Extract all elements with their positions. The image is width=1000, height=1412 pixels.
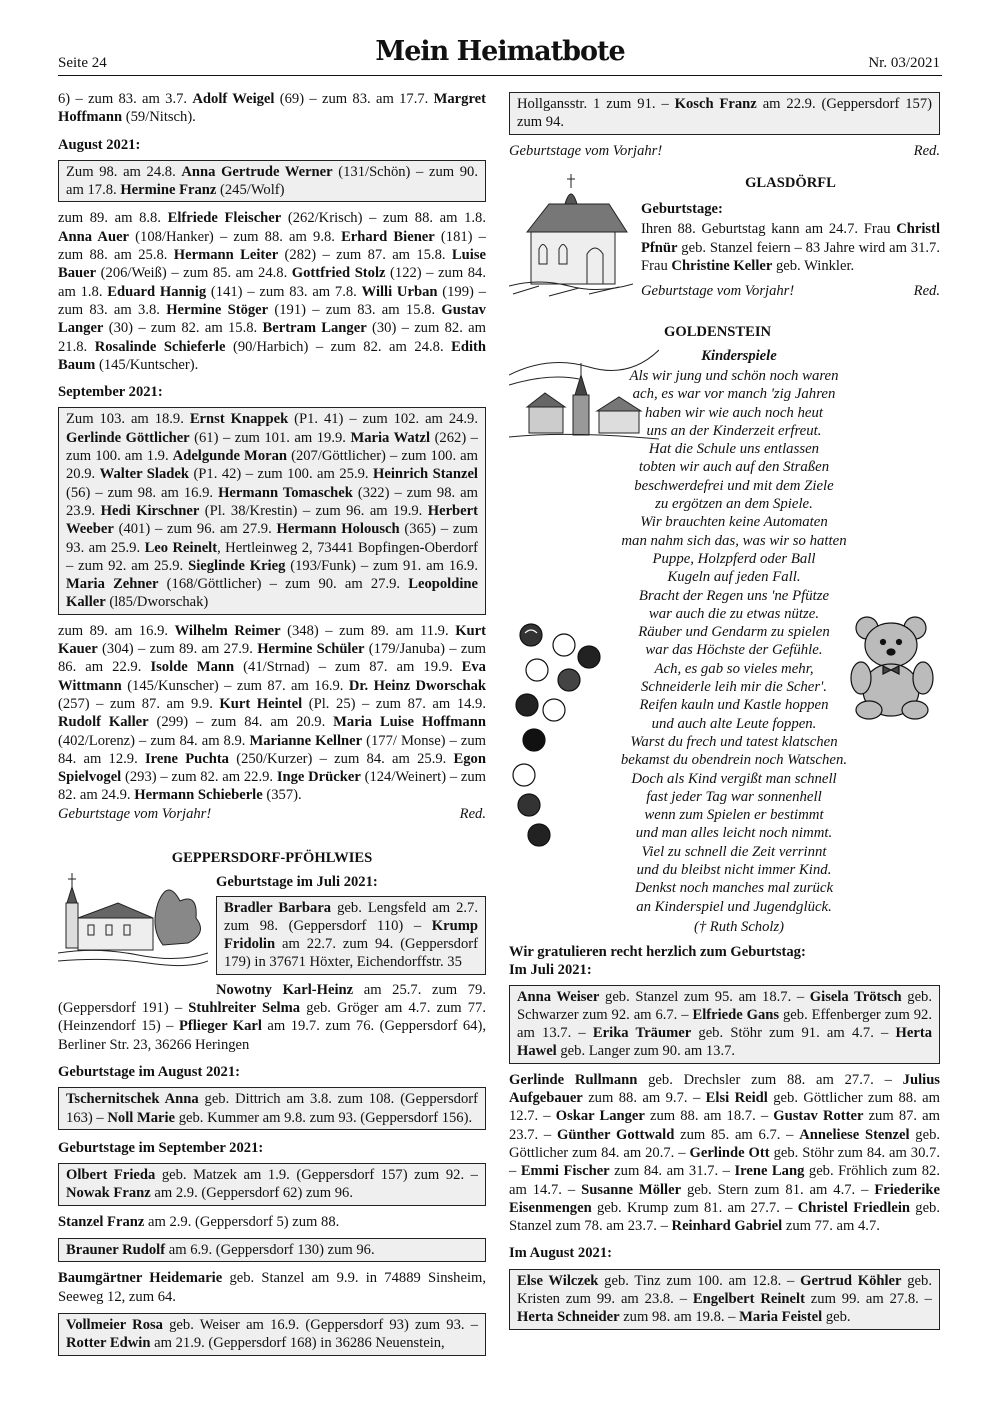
text-run: geb. Stöhr zum 91. am 4.7. – — [691, 1025, 896, 1042]
text-run: zum 84. am 31.7. – — [609, 1163, 735, 1180]
text-run: zum 89. am 16.9. — [58, 622, 175, 639]
text-run: (348) – zum 89. am 11.9. — [280, 622, 456, 639]
name-bold: Gustav Langer — [58, 301, 486, 337]
august-heading-right: Im August 2021: — [509, 1245, 612, 1262]
name-bold: Herbert Weeber — [66, 502, 478, 538]
name-bold: Maria Luise Hoffmann — [333, 714, 486, 731]
text-run: geb. Fröhlich zum 82. am 14.7. – — [509, 1163, 941, 1198]
september-heading: September 2021: — [58, 384, 163, 401]
text-run: (199) – zum 83. am 3.8. — [58, 283, 486, 318]
poem-line: man nahm sich das, was wir so hatten — [621, 532, 847, 549]
text-run: zum 88. am 18.7. – — [644, 1108, 774, 1125]
text-run: (61) – zum 101. am 19.9. — [189, 429, 351, 446]
text-run: (131/Schön) – zum 90. am 17.8. — [66, 163, 478, 199]
name-bold: Hedi Kirschner — [100, 502, 200, 519]
name-bold: Herta Schneider — [517, 1309, 620, 1326]
text-run: (282) – zum 87. am 15.8. — [278, 247, 452, 264]
name-bold: Leo Reinelt — [144, 539, 218, 556]
geppersdorf-july-box — [216, 896, 486, 975]
name-bold: Brauner Rudolf — [66, 1242, 166, 1259]
name-bold: Sieglinde Krieg — [188, 557, 286, 574]
marbles-icon — [509, 615, 604, 855]
name-bold: Gerlinde Ott — [689, 1144, 770, 1161]
geppersdorf-august-heading: Geburtstage im August 2021: — [58, 1063, 241, 1080]
text-run: (122) – zum 84. am 1.8. — [58, 265, 486, 300]
name-bold: Gottfried Stolz — [291, 265, 386, 282]
footer-note-red: Red. — [913, 283, 940, 300]
name-bold: Erika Träumer — [592, 1025, 692, 1042]
name-bold: Nowotny Karl-Heinz — [216, 981, 354, 998]
name-bold: Stuhlreiter Selma — [188, 1000, 301, 1017]
geppersdorf-july-heading: Geburtstage im Juli 2021: — [216, 874, 378, 891]
name-bold: Edith Baum — [58, 338, 486, 373]
text-run: (304) – zum 89. am 27.9. — [97, 641, 258, 658]
poem-line: tobten wir auch auf den Straßen — [638, 459, 830, 476]
name-bold: Hermine Schüler — [257, 641, 365, 658]
header-rule — [58, 75, 942, 76]
poem-line: Puppe, Holzpferd oder Ball — [652, 550, 816, 567]
right-footer-note — [509, 142, 940, 160]
name-bold: Gerlinde Rullmann — [509, 1071, 638, 1088]
text-run: geb. Göttlicher zum 88. am 12.7. – — [509, 1090, 940, 1125]
name-bold: Engelbert Reinelt — [692, 1291, 805, 1308]
text-run: geb. Winkler. — [772, 258, 855, 275]
name-bold: Anna Weiser — [517, 988, 600, 1005]
baumgaertner-entry — [58, 1269, 486, 1306]
text-run: geb. Kristen zum 99. am 23.8. – — [517, 1272, 932, 1308]
text-run: (l85/Dworschak) — [105, 594, 209, 611]
text-run: (245/Wolf) — [216, 182, 285, 199]
name-bold: Günther Gottwald — [556, 1126, 675, 1143]
name-bold: Nowak Franz — [66, 1185, 151, 1202]
name-bold: Anneliese Stenzel — [799, 1126, 910, 1143]
text-run: (193/Funk) – zum 91. am 16.9. — [285, 557, 479, 574]
poem-line: war auch die zu etwas nütze. — [648, 605, 820, 622]
name-bold: Noll Marie — [107, 1109, 176, 1126]
text-run: am 25.7. zum 79. (Geppersdorf 191) – — [58, 981, 486, 1017]
text-run: geb. Weiser am 16.9. (Geppersdorf 93) zum 93. – — [162, 1316, 478, 1333]
text-run: (191) – zum 83. am 15.8. — [268, 301, 442, 318]
text-run: (108/Hanker) – zum 88. am 9.8. — [129, 228, 342, 245]
glasdoerfl-heading: Geburtstage: — [641, 201, 723, 218]
august-highlight-box-right — [509, 1269, 940, 1330]
name-bold: Isolde Mann — [150, 659, 235, 676]
name-bold: Bradler Barbara — [224, 899, 332, 916]
text-run: Zum 98. am 24.8. — [66, 163, 182, 180]
text-run: (30) – zum 82. am 15.8. — [103, 320, 263, 337]
name-bold: Kosch Franz — [674, 96, 757, 112]
text-run: zum 87. am 23.7. – — [509, 1108, 940, 1143]
text-run: (365) – zum 93. am 25.9. — [66, 521, 478, 556]
name-bold: Christel Friedlein — [797, 1199, 910, 1216]
text-run: (Pl. 25) – zum 87. am 14.9. — [302, 695, 487, 712]
text-run: zum 89. am 8.8. — [58, 210, 168, 227]
text-run: (124/Weinert) – zum 82. am 24.9. — [58, 769, 486, 804]
text-run: geb. — [822, 1309, 851, 1326]
text-run: (69) – zum 83. am 17.7. — [274, 91, 434, 107]
poem-line: und du bleibst nicht immer Kind. — [636, 861, 832, 878]
name-bold: Leopoldine Kaller — [66, 576, 478, 611]
name-bold: Maria Zehner — [66, 576, 159, 593]
text-run: , Hertleinweg 2, 73441 Bopfingen-Oberdorf – zum 92. am 25.9. — [66, 539, 478, 574]
name-bold: Heinrich Stanzel — [373, 466, 478, 483]
text-run: geb. Drechsler zum 88. am 27.7. – — [637, 1071, 903, 1088]
name-bold: Bertram Langer — [262, 320, 367, 337]
teddy-bear-icon — [845, 610, 940, 720]
geppersdorf-section-title: GEPPERSDORF-PFÖHLWIES — [171, 849, 373, 866]
text-run: (P1. 42) – zum 100. am 25.9. — [188, 466, 373, 483]
poem-line: haben wir wie auch noch heut — [645, 404, 823, 421]
text-run: (168/Göttlicher) – zum 90. am 27.9. — [158, 576, 409, 593]
name-bold: Stanzel Franz — [58, 1213, 145, 1230]
name-bold: Elfriede Gans — [692, 1006, 780, 1023]
text-run: (30) – zum 82. am 21.8. — [58, 320, 486, 355]
text-run: (90/Harbich) – zum 82. am 24.8. — [225, 338, 452, 355]
name-bold: Pflieger Karl — [178, 1018, 262, 1035]
name-bold: Gisela Trötsch — [809, 988, 902, 1005]
poem-line: Hat die Schule uns entlassen — [648, 441, 820, 458]
text-run: (207/Göttlicher) – zum 100. am 20.9. — [66, 448, 478, 483]
poem-line: Als wir jung und schön noch waren — [629, 367, 839, 384]
text-run: geb. Langer zum 90. am 13.7. — [556, 1043, 736, 1060]
text-run: (401) – zum 96. am 27.9. — [113, 521, 277, 538]
geppersdorf-july-block — [58, 873, 486, 980]
september-highlight-box — [58, 407, 486, 614]
footer-note-text: Geburtstage vom Vorjahr! — [58, 805, 212, 822]
text-run: am 22.9. (Geppersdorf 157) zum 94. — [517, 96, 932, 131]
text-run: (41/Strnad) – zum 87. am 19.9. — [234, 659, 462, 676]
name-bold: Adolf Weigel — [192, 91, 275, 107]
poem-line: uns an der Kinderzeit erfreut. — [646, 422, 822, 439]
name-bold: Gertrud Köhler — [800, 1272, 902, 1289]
poem-line: an Kinderspiel und Jugendglück. — [636, 898, 832, 915]
text-run: (177/ Monse) – zum 84. am 12.9. — [58, 732, 486, 767]
stanzel-entry — [58, 1213, 486, 1231]
poem-line: und auch alte Leute foppen. — [651, 715, 817, 732]
geppersdorf-september-box — [58, 1163, 486, 1206]
name-bold: Egon Spielvogel — [58, 750, 486, 786]
text-run: am 2.9. (Geppersdorf 62) zum 96. — [150, 1185, 353, 1202]
poem-line: Reifen kauln und Kastle hoppen — [639, 697, 829, 714]
footer-note-red: Red. — [913, 142, 940, 159]
text-run: (56) – zum 98. am 16.9. — [66, 484, 219, 501]
text-run: Hollgansstr. 1 zum 91. – — [517, 96, 675, 112]
text-run: geb. Gröger am 4.7. zum 77. (Heinzendorf 15) – — [58, 1000, 487, 1035]
poem-line: ach, es war vor manch 'zig Jahren — [632, 386, 836, 403]
text-run: geb. Schwarzer zum 92. am 6.7. – — [517, 988, 932, 1023]
poem-line: bekamst du obendrein noch Watschen. — [620, 752, 848, 769]
name-bold: Inge Drücker — [276, 769, 361, 786]
name-bold: Gerlinde Göttlicher — [66, 429, 190, 446]
name-bold: Hermann Holousch — [276, 521, 400, 538]
geppersdorf-july-list — [58, 981, 486, 1054]
right-column — [509, 90, 940, 1337]
vollmeier-box — [58, 1313, 486, 1356]
poem-author: († Ruth Scholz) — [694, 918, 784, 935]
poem-line: Denkst noch manches mal zurück — [634, 880, 834, 897]
poem-line: fast jeder Tag war sonnenhell — [646, 788, 822, 805]
text-run: (59/Nitsch). — [122, 109, 196, 126]
issue-number: Nr. 03/2021 — [868, 55, 940, 71]
footer-note-red: Red. — [459, 805, 486, 822]
text-run: (P1. 41) – zum 102. am 24.9. — [288, 411, 479, 428]
glasdoerfl-text — [641, 220, 940, 275]
text-run: 6) – zum 83. am 3.7. — [58, 91, 193, 107]
footer-note-text: Geburtstage vom Vorjahr! — [641, 283, 795, 300]
text-run: geb. Stanzel am 9.9. in 74889 Sinsheim, Seeweg 12, zum 64. — [58, 1270, 486, 1305]
text-run: (206/Weiß) – zum 85. am 24.8. — [96, 265, 292, 282]
text-run: (262) – zum 100. am 1.9. — [66, 429, 478, 465]
name-bold: Baumgärtner Heidemarie — [58, 1270, 223, 1287]
name-bold: Hermann Leiter — [173, 247, 279, 264]
name-bold: Wilhelm Reimer — [174, 622, 281, 639]
text-run: am 2.9. (Geppersdorf 5) zum 88. — [144, 1213, 340, 1230]
text-run: zum 77. am 4.7. — [782, 1218, 880, 1235]
name-bold: Dr. Heinz Dworschak — [348, 677, 486, 694]
text-run: geb. Stern zum 81. am 4.7. – — [681, 1181, 875, 1198]
name-bold: Rotter Edwin — [66, 1335, 151, 1352]
name-bold: Anna Auer — [58, 228, 130, 245]
text-run: geb. Göttlicher zum 84. am 20.7. – — [509, 1126, 941, 1161]
glasdoerfl-title: GLASDÖRFL — [745, 174, 836, 191]
poem-line: Kugeln auf jeden Fall. — [667, 569, 801, 586]
text-run: geb. Stöhr zum 84. am 30.7. – — [509, 1144, 940, 1180]
left-column — [58, 90, 486, 1363]
name-bold: Gustav Rotter — [773, 1108, 864, 1125]
text-run: am 22.7. zum 94. (Geppersdorf 179) in 37671 Höxter, Eichendorffstr. 35 — [224, 936, 478, 971]
right-top-box — [509, 92, 940, 135]
chapel-icon — [509, 174, 633, 307]
text-run: (141) – zum 83. am 7.8. — [206, 283, 362, 300]
text-run: (145/Kuntscher). — [95, 356, 199, 373]
name-bold: Susanne Möller — [581, 1181, 682, 1198]
text-run: geb. Krump zum 81. am 27.7. – — [591, 1199, 798, 1216]
name-bold: Kurt Kauer — [58, 622, 486, 658]
name-bold: Irene Puchta — [144, 750, 229, 767]
text-run: geb. Effenberger zum 92. am 13.7. – — [517, 1006, 932, 1042]
poem-line: beschwerdefrei und mit dem Ziele — [634, 477, 834, 494]
text-run: geb. Stanzel feiern – 83 Jahre wird am 31.7. Frau — [641, 239, 940, 275]
text-run: zum 88. am 9.7. – — [582, 1090, 706, 1107]
name-bold: Margret Hoffmann — [58, 91, 486, 126]
name-bold: Tschernitschek Anna — [66, 1091, 199, 1108]
geppersdorf-august-box — [58, 1087, 486, 1130]
text-run: geb. Dittrich am 3.8. zum 108. (Geppersdorf 163) – — [66, 1091, 478, 1126]
text-run: geb. Stanzel zum 78. am 23.7. – — [509, 1199, 941, 1235]
text-run: (257) – zum 87. am 9.9. — [58, 695, 220, 712]
text-run: geb. Matzek am 1.9. (Geppersdorf 157) zum 92. – — [155, 1167, 478, 1184]
name-bold: Walter Sladek — [99, 466, 189, 483]
text-run: (322) – zum 98. am 23.9. — [66, 484, 479, 519]
poem-line: und man alles leicht noch nimmt. — [635, 825, 833, 842]
text-run: Zum 103. am 18.9. — [66, 411, 190, 428]
name-bold: Maria Feistel — [739, 1309, 823, 1326]
name-bold: Maria Watzl — [350, 429, 431, 446]
name-bold: Hermann Tomaschek — [218, 484, 353, 501]
name-bold: Irene Lang — [734, 1163, 805, 1180]
poem-line: Warst du frech und tatest klatschen — [630, 733, 838, 750]
text-run: (145/Kunscher) – zum 87. am 16.9. — [121, 677, 349, 694]
text-run: (Pl. 38/Krestin) – zum 96. am 19.9. — [199, 502, 428, 519]
poem-line: wenn zum Spielen er bestimmt — [644, 807, 824, 824]
name-bold: Ernst Knappek — [189, 411, 289, 428]
text-run: zum 99. am 27.8. – — [804, 1291, 932, 1308]
text-run: am 21.9. (Geppersdorf 168) in 36286 Neuenstein, — [150, 1335, 445, 1352]
name-bold: Elsi Reidl — [705, 1090, 768, 1107]
text-run: (181) – zum 88. am 25.8. — [58, 228, 486, 264]
name-bold: Olbert Frieda — [66, 1167, 156, 1184]
poem-line: Wir brauchten keine Automaten — [640, 514, 828, 531]
poem-line: war das Höchste der Gefühle. — [645, 642, 823, 659]
name-bold: Adelgunde Moran — [172, 448, 288, 465]
name-bold: Vollmeier Rosa — [66, 1316, 163, 1333]
name-bold: Krump Fridolin — [224, 917, 478, 953]
poem-line: Bracht der Regen uns 'ne Pfütze — [638, 587, 830, 604]
text-run: (299) – zum 84. am 20.9. — [148, 714, 334, 731]
name-bold: Erhard Biener — [341, 228, 435, 245]
name-bold: Hermine Stöger — [166, 301, 269, 318]
name-bold: Emmi Fischer — [520, 1163, 610, 1180]
footer-note-text: Geburtstage vom Vorjahr! — [509, 142, 663, 159]
poem-line: Ach, es gab so vieles mehr, — [654, 660, 814, 677]
poem-title: Kinderspiele — [701, 347, 777, 364]
name-bold: Reinhard Gabriel — [671, 1218, 783, 1235]
text-run: am 6.9. (Geppersdorf 130) zum 96. — [165, 1242, 375, 1259]
goldenstein-title: GOLDENSTEIN — [664, 323, 772, 340]
brauner-box — [58, 1238, 486, 1262]
village-church-icon — [58, 873, 208, 980]
text-run: geb. Lengsfeld am 2.7. zum 98. (Geppersdorf 110) – — [224, 899, 478, 934]
july-list — [509, 1071, 940, 1236]
text-run: (250/Kurzer) – zum 84. am 25.9. — [228, 750, 454, 767]
glasdoerfl-footer-note — [641, 282, 940, 300]
text-run: (357). — [262, 787, 302, 804]
text-run: (402/Lorenz) – zum 84. am 8.9. — [58, 732, 250, 749]
text-run: am 19.7. zum 76. (Geppersdorf 64), Berliner Str. 23, 36266 Heringen — [58, 1018, 486, 1053]
name-bold: Oskar Langer — [555, 1108, 645, 1125]
left-footer-note — [58, 805, 486, 823]
text-run: geb. Tinz zum 100. am 12.8. – — [598, 1272, 801, 1289]
name-bold: Friederike Eisenmengen — [509, 1181, 940, 1216]
text-run: geb. Kummer am 9.8. zum 93. (Geppersdorf 156). — [175, 1109, 473, 1126]
name-bold: Luise Bauer — [58, 247, 486, 282]
name-bold: Rudolf Kaller — [58, 714, 149, 731]
name-bold: Rosalinde Schieferle — [94, 338, 226, 355]
congrats-heading: Wir gratulieren recht herzlich zum Geburtstag: — [509, 943, 806, 960]
september-list — [58, 622, 486, 805]
july-highlight-box — [509, 985, 940, 1064]
name-bold: Julius Aufgebauer — [509, 1071, 940, 1107]
text-run: (262/Krisch) – zum 88. am 1.8. — [281, 210, 486, 227]
august-heading: August 2021: — [58, 136, 141, 153]
name-bold: Else Wilczek — [517, 1272, 599, 1289]
name-bold: Anna Gertrude Werner — [181, 163, 333, 180]
name-bold: Christine Keller — [671, 258, 773, 275]
name-bold: Marianne Kellner — [249, 732, 363, 749]
name-bold: Eva Wittmann — [58, 659, 486, 694]
poem-line: Doch als Kind vergißt man schnell — [631, 770, 837, 787]
name-bold: Hermine Franz — [120, 182, 217, 199]
page-number: Seite 24 — [58, 55, 107, 71]
geppersdorf-september-heading: Geburtstage im September 2021: — [58, 1139, 264, 1156]
poem-line: zu ergötzen an dem Spiele. — [655, 496, 813, 513]
august-highlight-box — [58, 160, 486, 203]
name-bold: Willi Urban — [361, 283, 438, 300]
text-run: zum 85. am 6.7. – — [674, 1126, 800, 1143]
name-bold: Eduard Hannig — [107, 283, 207, 300]
name-bold: Hermann Schieberle — [134, 787, 263, 804]
poem-area — [509, 345, 940, 935]
text-run: geb. Stanzel zum 95. am 18.7. – — [599, 988, 810, 1005]
glasdoerfl-block — [509, 174, 940, 307]
august-list — [58, 209, 486, 374]
text-run: (293) – zum 82. am 22.9. — [121, 769, 277, 786]
name-bold: Elfriede Fleischer — [167, 210, 282, 227]
name-bold: Christl Pfnür — [641, 221, 940, 256]
poem-line: Viel zu schnell die Zeit verrinnt — [641, 843, 827, 860]
intro-paragraph — [58, 90, 486, 127]
text-run: zum 98. am 19.8. – — [619, 1309, 740, 1326]
july-heading: Im Juli 2021: — [509, 962, 592, 979]
masthead-title: Mein Heimatbote — [375, 36, 625, 67]
text-run: (179/Januba) – zum 86. am 22.9. — [58, 641, 486, 676]
poem-line: Räuber und Gendarm zu spielen — [638, 624, 830, 641]
poem-line: Schneiderle leih mir die Scher'. — [640, 679, 828, 696]
name-bold: Herta Hawel — [517, 1025, 933, 1060]
text-run: Ihren 88. Geburtstag kann am 24.7. Frau — [641, 221, 897, 238]
name-bold: Kurt Heintel — [219, 695, 303, 712]
